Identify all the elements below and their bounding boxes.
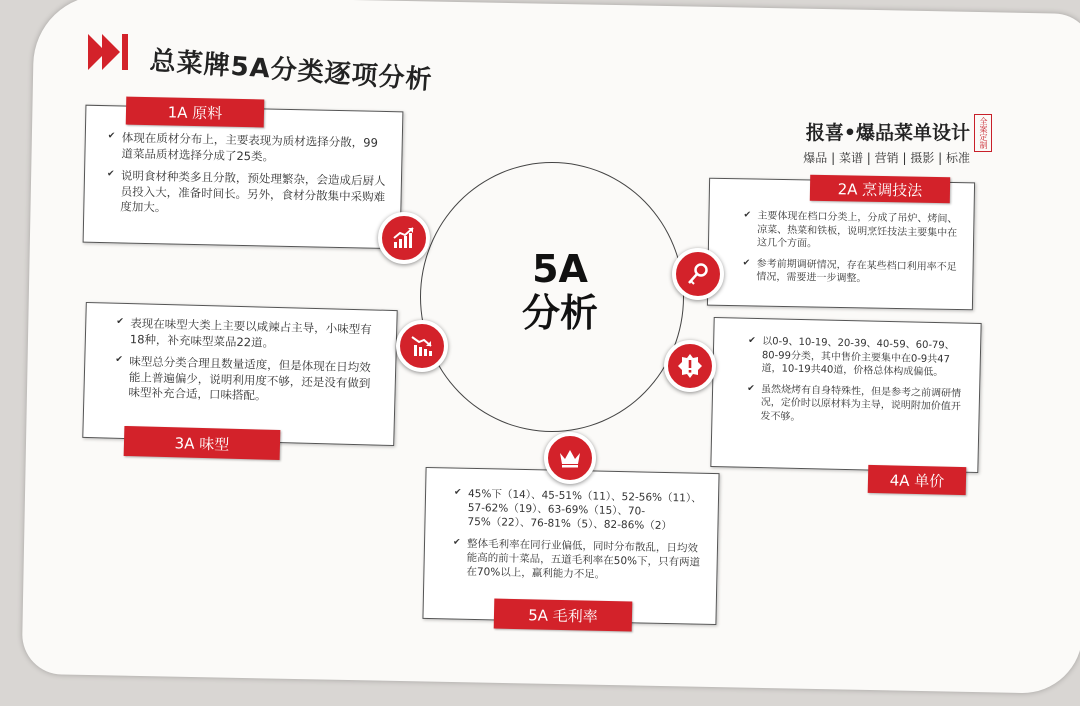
center-label — [500, 248, 620, 335]
brand-block — [803, 117, 988, 166]
page-title: 总菜牌5A分类逐项分析 — [148, 46, 434, 96]
center-label-line2: 分析 — [521, 290, 598, 335]
node-3a — [396, 320, 448, 372]
section-3a-bullet-1: ✔ 表现在味型大类上主要以咸辣占主导，小味型有18种，补充味型菜品22道。 — [116, 316, 383, 354]
brand-title: 报喜•爆品菜单设计 — [805, 122, 970, 144]
brand-subtitle: 爆品 | 菜谱 | 营销 | 摄影 | 标准 — [803, 151, 970, 165]
node-5a — [544, 432, 596, 484]
section-label-4a: 4A 单价 — [868, 465, 967, 495]
section-label-3a: 3A 味型 — [124, 426, 281, 460]
section-label-1a: 1A 原料 — [126, 97, 265, 128]
section-2a-bullet-1: ✔ 主要体现在档口分类上，分成了吊炉、烤间、凉菜、热菜和铁板，说明烹饪技法主要集中在这几个方面。 — [743, 209, 962, 253]
section-5a-bullet-2: ✔ 整体毛利率在同行业偏低，同时分布散乱，日均效能高的前十菜品，五道毛利率在50%下，只有两道在70%以上，赢利能力不足。 — [452, 536, 705, 584]
fast-forward-icon — [88, 34, 132, 70]
growth-chart-icon — [391, 225, 417, 251]
section-1a-bullet-1: ✔ 体现在质材分布上，主要表现为质材选择分散，99道菜品质材选择分成了25类。 — [107, 130, 388, 167]
section-4a-bullet-1: ✔ 以0-9、10-19、20-39、40-59、60-79、80-99分类，其中售价主要集中在0-9共47道，10-19共40道，价格总体构成偏低。 — [747, 335, 968, 380]
section-1a-bullet-2: ✔ 说明食材种类多且分散，预处理繁杂，会造成后厨人员投入大，准备时间长。另外，食材分散集中采购难度加大。 — [106, 168, 387, 220]
section-label-2a: 2A 烹调技法 — [810, 175, 950, 203]
section-5a-bullet-1: ✔ 45%下（14）、45-51%（11）、52-56%（11）、57-62%（19）、63-69%（15）、70-75%（22）、76-81%（5）、82-86%（2） — [453, 487, 706, 535]
alert-badge-icon — [677, 353, 703, 379]
section-3a-bullet-2: ✔ 味型总分类合理且数量适度，但是体现在日均效能上普遍偏少，说明利用度不够，还是没有做到味型补充合适，口味搭配。 — [114, 354, 381, 407]
decline-chart-icon — [409, 333, 435, 359]
section-box-3a — [82, 302, 397, 446]
node-1a — [378, 212, 430, 264]
node-2a — [672, 248, 724, 300]
section-4a-bullet-2: ✔ 虽然烧烤有自身特殊性，但是参考之前调研情况，定价时以原材料为主导，说明附加价值开发不够。 — [746, 382, 967, 427]
node-4a — [664, 340, 716, 392]
section-label-5a: 5A 毛利率 — [494, 599, 633, 632]
key-icon — [685, 261, 711, 287]
crown-icon — [557, 445, 583, 471]
center-label-line1: 5A — [532, 247, 588, 291]
section-box-4a — [710, 317, 981, 473]
section-2a-bullet-2: ✔ 参考前期调研情况，存在某些档口利用率不足情况，需要进一步调整。 — [742, 257, 960, 288]
brand-seal: 全案定制 — [974, 114, 992, 152]
